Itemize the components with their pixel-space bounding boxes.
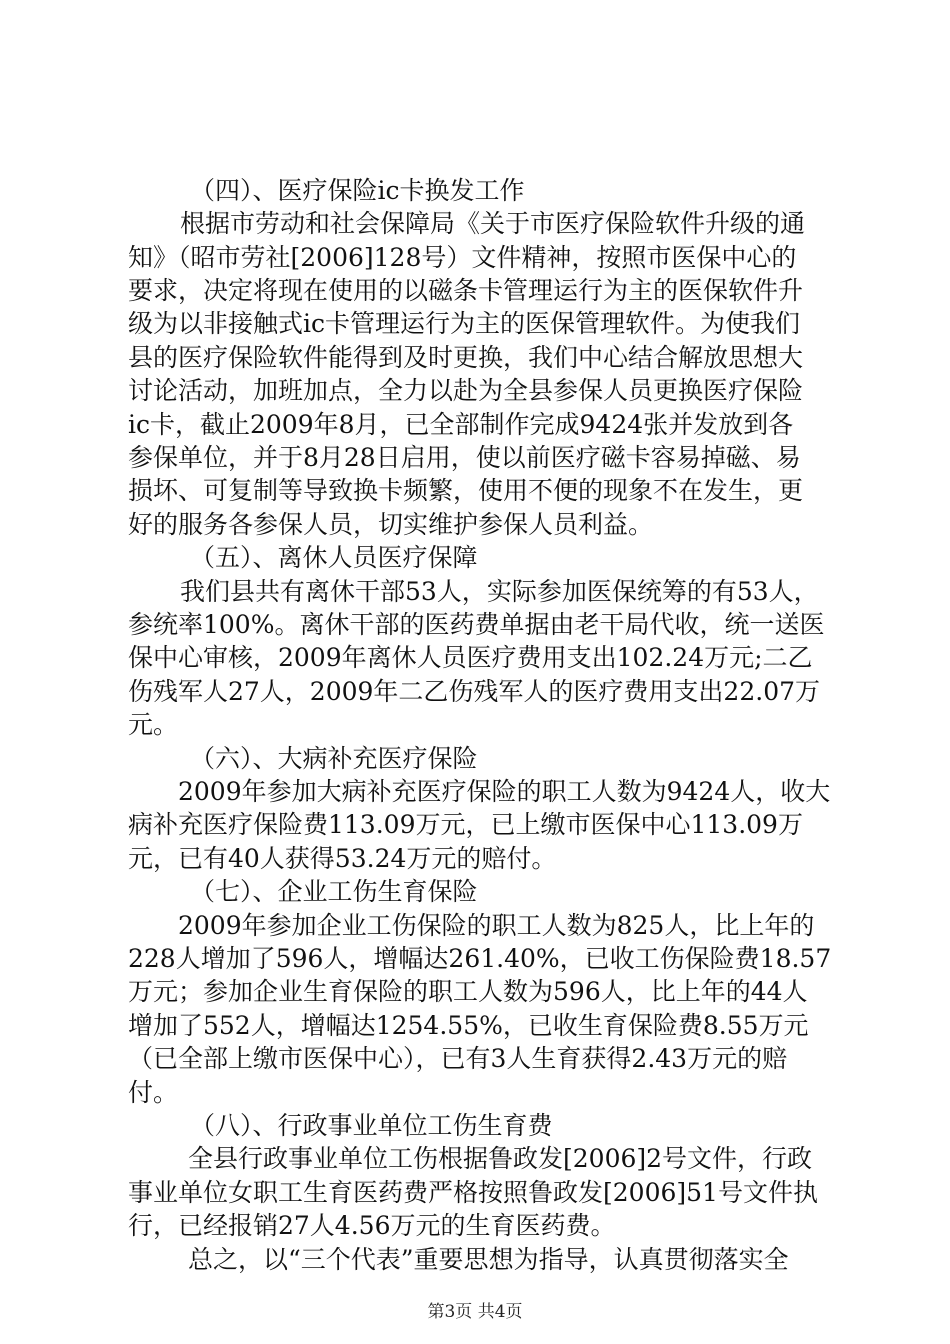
paragraph-line: 万元；参加企业生育保险的职工人数为596人，比上年的44人 — [128, 977, 808, 1006]
paragraph-line: 损坏、可复制等导致换卡频繁，使用不便的现象不在发生，更 — [128, 476, 804, 505]
section-heading: （七）、企业工伤生育保险 — [190, 877, 478, 906]
paragraph-line: 事业单位女职工生育医药费严格按照鲁政发[2006]51号文件执 — [128, 1178, 818, 1207]
paragraph-line: 2009年参加大病补充医疗保险的职工人数为9424人，收大 — [178, 777, 831, 806]
section-heading: （四）、医疗保险ic卡换发工作 — [190, 176, 525, 205]
paragraph-line: 元，已有40人获得53.24万元的赔付。 — [128, 844, 557, 873]
paragraph-line: 增加了552人，增幅达1254.55%，已收生育保险费8.55万元 — [128, 1011, 809, 1040]
paragraph-line: 保中心审核，2009年离休人员医疗费用支出102.24万元;二乙 — [128, 643, 813, 672]
paragraph-line: 知》（昭市劳社[2006]128号）文件精神，按照市医保中心的 — [128, 243, 797, 272]
paragraph-line: 根据市劳动和社会保障局《关于市医疗保险软件升级的通 — [180, 209, 806, 238]
paragraph-line: 县的医疗保险软件能得到及时更换，我们中心结合解放思想大 — [128, 343, 804, 372]
paragraph-line: 总之，以“三个代表”重要思想为指导，认真贯彻落实全 — [188, 1245, 789, 1274]
paragraph-line: 病补充医疗保险费113.09万元，已上缴市医保中心113.09万 — [128, 810, 803, 839]
paragraph-line: 参统率100%。离休干部的医药费单据由老干局代收，统一送医 — [128, 610, 825, 639]
paragraph-line: 元。 — [128, 710, 179, 739]
paragraph-line: （已全部上缴市医保中心），已有3人生育获得2.43万元的赔 — [128, 1044, 788, 1073]
paragraph-line: 行，已经报销27人4.56万元的生育医药费。 — [128, 1211, 616, 1240]
paragraph-line: 参保单位，并于8月28日启用，使以前医疗磁卡容易掉磁、易 — [128, 443, 801, 472]
paragraph-line: 好的服务各参保人员，切实维护参保人员利益。 — [128, 510, 654, 539]
paragraph-line: 级为以非接触式ic卡管理运行为主的医保管理软件。为使我们 — [128, 309, 800, 338]
paragraph-line: 要求，决定将现在使用的以磁条卡管理运行为主的医保软件升 — [128, 276, 804, 305]
section-heading: （五）、离休人员医疗保障 — [190, 543, 478, 572]
paragraph-line: 我们县共有离休干部53人，实际参加医保统筹的有53人， — [180, 577, 819, 606]
paragraph-line: 228人增加了596人，增幅达261.40%，已收工伤保险费18.57 — [128, 944, 832, 973]
page-number-footer: 第3页 共4页 — [427, 1302, 523, 1322]
paragraph-line: 讨论活动，加班加点，全力以赴为全县参保人员更换医疗保险 — [128, 376, 804, 405]
section-heading: （八）、行政事业单位工伤生育费 — [190, 1111, 553, 1140]
paragraph-line: 全县行政事业单位工伤根据鲁政发[2006]2号文件，行政 — [188, 1144, 813, 1173]
paragraph-line: ic卡，截止2009年8月，已全部制作完成9424张并发放到各 — [128, 410, 794, 439]
paragraph-line: 2009年参加企业工伤保险的职工人数为825人，比上年的 — [178, 911, 815, 940]
paragraph-line: 付。 — [128, 1078, 179, 1107]
section-heading: （六）、大病补充医疗保险 — [190, 744, 478, 773]
paragraph-line: 伤残军人27人，2009年二乙伤残军人的医疗费用支出22.07万 — [128, 677, 821, 706]
